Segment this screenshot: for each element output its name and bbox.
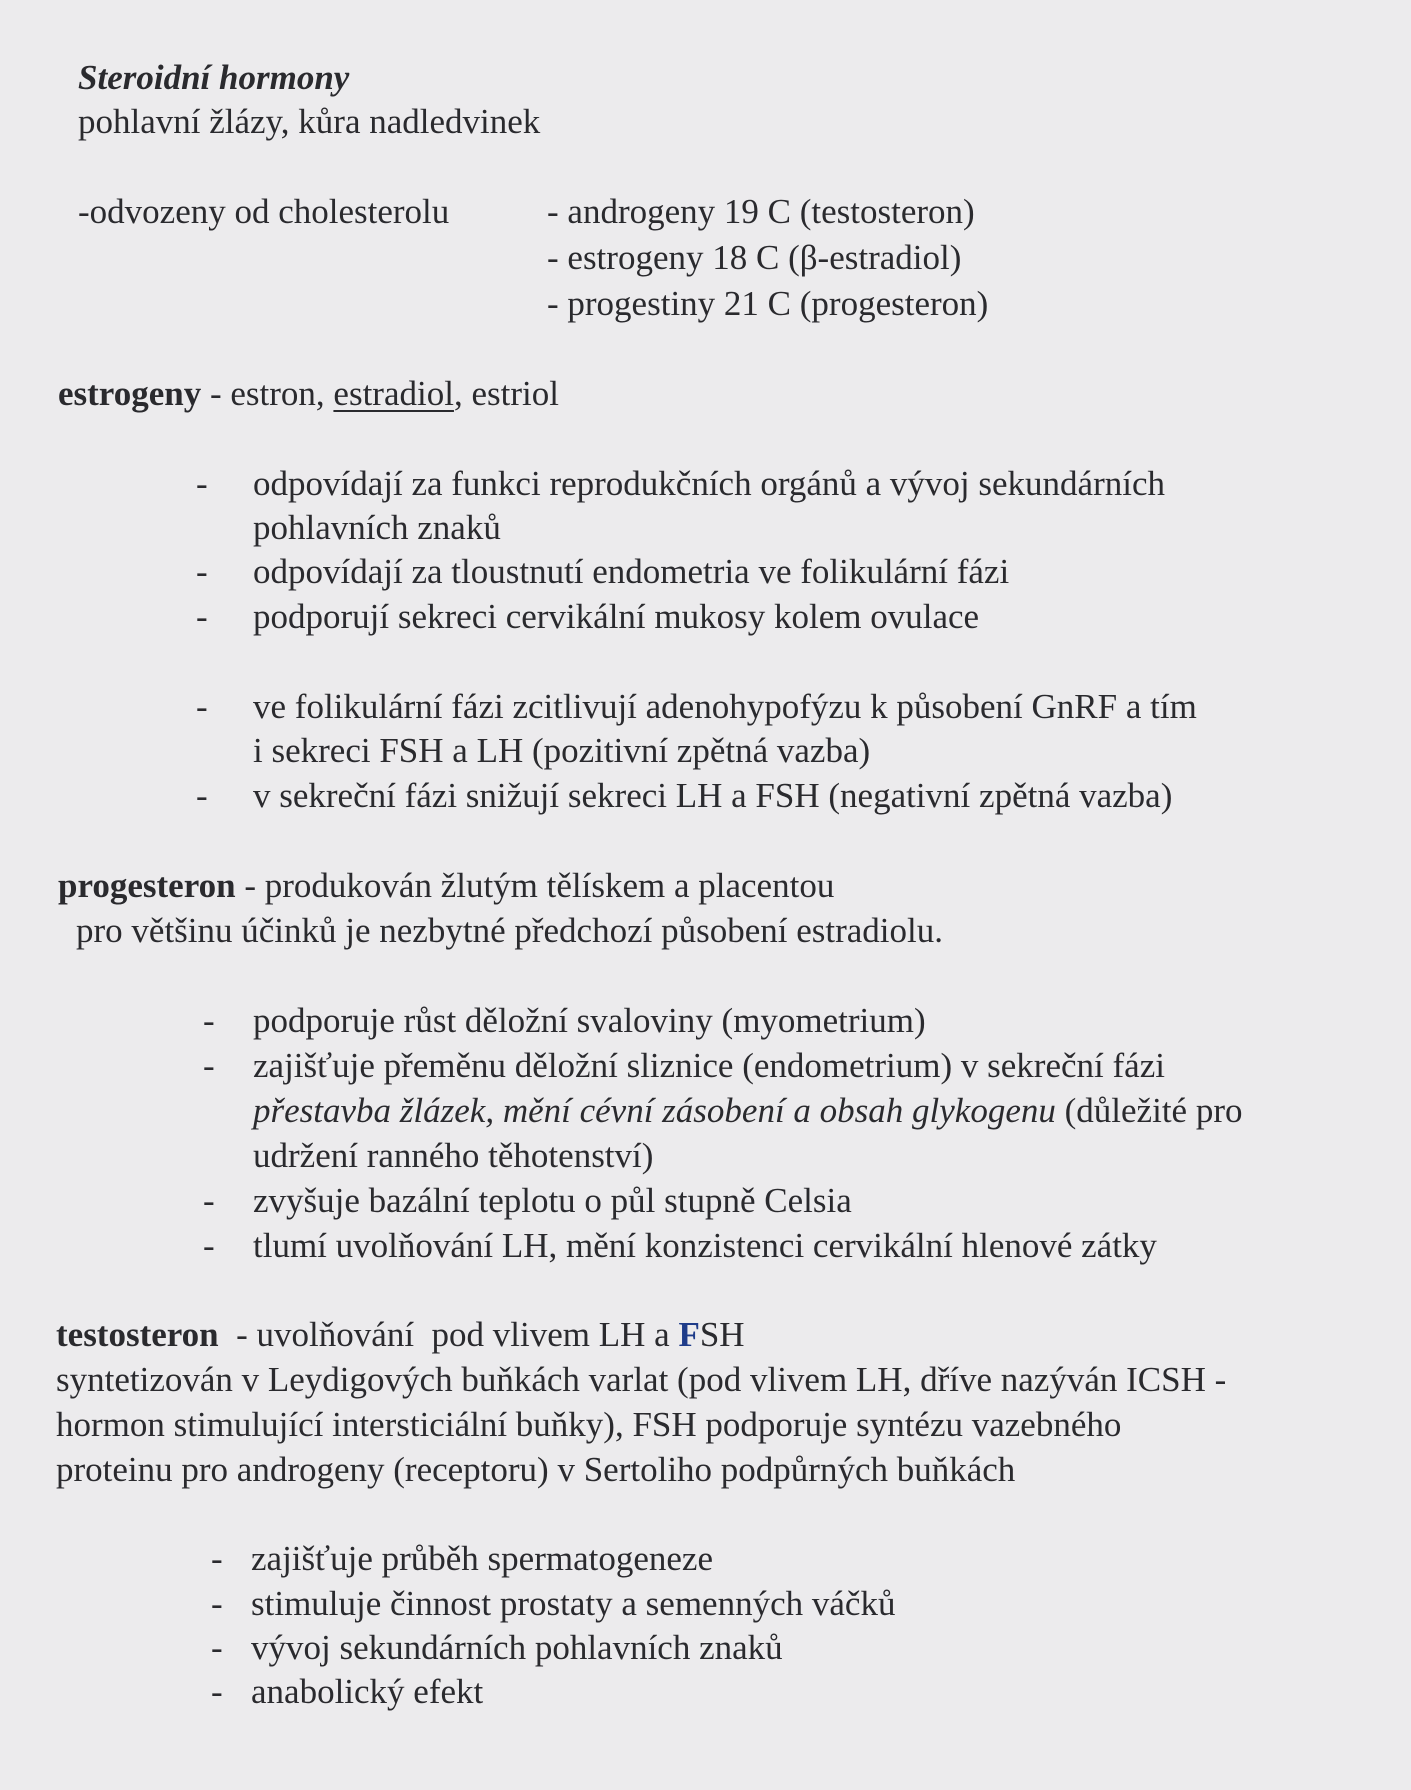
estrogeny-heading: estrogeny <box>58 374 202 413</box>
fsh-corrected-letter: F <box>678 1315 700 1354</box>
testosteron-rest-b: SH <box>699 1315 745 1354</box>
bullet-dash: - <box>196 687 208 726</box>
list-item-cont: pohlavních znaků <box>253 508 501 547</box>
bullet-dash: - <box>196 464 208 503</box>
estrogeny-rest: , estriol <box>453 374 559 413</box>
bullet-dash: - <box>211 1539 223 1578</box>
progesteron-heading-line <box>58 866 834 906</box>
list-item: zajišťuje přeměnu děložní sliznice (endometrium) v sekreční fázi <box>253 1046 1165 1085</box>
italic-phrase: přestavba žlázek, mění cévní zásobení a obsah glykogenu <box>253 1091 1056 1130</box>
bullet-dash: - <box>203 1226 215 1265</box>
list-item-cont: i sekreci FSH a LH (pozitivní zpětná vazba) <box>253 731 871 770</box>
bullet-dash: - <box>211 1672 223 1711</box>
testosteron-rest-a: - uvolňování pod vlivem LH a <box>218 1315 679 1354</box>
derivation-label: -odvozeny od cholesterolu <box>78 192 450 231</box>
progesteron-heading: progesteron <box>58 866 236 905</box>
list-item: stimuluje činnost prostaty a semenných váčků <box>251 1584 896 1623</box>
list-item: zajišťuje průběh spermatogeneze <box>251 1539 713 1578</box>
list-item: v sekreční fázi snižují sekreci LH a FSH (negativní zpětná vazba) <box>253 776 1173 815</box>
estrogeny-heading-line <box>58 374 559 414</box>
bullet-dash: - <box>196 552 208 591</box>
progesteron-note: pro většinu účinků je nezbytné předchozí působení estradiolu. <box>76 911 943 950</box>
testosteron-text: syntetizován v Leydigových buňkách varlat (pod vlivem LH, dříve nazýván ICSH - <box>56 1360 1227 1399</box>
estrogeny-sep: - estron, <box>201 374 334 413</box>
list-item-cont: udržení ranného těhotenství) <box>253 1136 654 1175</box>
title: Steroidní hormony <box>78 58 350 97</box>
list-item: odpovídají za tloustnutí endometria ve folikulární fázi <box>253 552 1010 591</box>
testosteron-heading-line <box>56 1315 745 1355</box>
derivation-item: - androgeny 19 C (testosteron) <box>547 192 975 231</box>
testosteron-text: hormon stimulující intersticiální buňky), FSH podporuje syntézu vazebného <box>56 1405 1122 1444</box>
derivation-item: - progestiny 21 C (progesteron) <box>547 284 989 323</box>
testosteron-heading: testosteron <box>56 1315 219 1354</box>
estradiol-underlined: estradiol <box>333 374 454 413</box>
list-item: podporují sekreci cervikální mukosy kolem ovulace <box>253 597 980 636</box>
list-item: vývoj sekundárních pohlavních znaků <box>251 1628 783 1667</box>
bullet2-rest: (důležité pro <box>1055 1091 1243 1130</box>
bullet-dash: - <box>196 776 208 815</box>
list-item: ve folikulární fázi zcitlivují adenohypofýzu k působení GnRF a tím <box>253 687 1197 726</box>
bullet-dash: - <box>203 1181 215 1220</box>
subtitle: pohlavní žlázy, kůra nadledvinek <box>78 102 541 141</box>
progesteron-rest: - produkován žlutým tělískem a placentou <box>235 866 835 905</box>
bullet-dash: - <box>211 1628 223 1667</box>
testosteron-text: proteinu pro androgeny (receptoru) v Sertoliho podpůrných buňkách <box>56 1450 1016 1489</box>
bullet-dash: - <box>203 1001 215 1040</box>
list-item: tlumí uvolňování LH, mění konzistenci cervikální hlenové zátky <box>253 1226 1157 1265</box>
bullet-dash: - <box>196 597 208 636</box>
list-item-cont <box>253 1091 1242 1131</box>
list-item: anabolický efekt <box>251 1672 484 1711</box>
list-item: zvyšuje bazální teplotu o půl stupně Celsia <box>253 1181 852 1220</box>
bullet-dash: - <box>211 1584 223 1623</box>
list-item: odpovídají za funkci reprodukčních orgánů a vývoj sekundárních <box>253 464 1165 503</box>
list-item: podporuje růst děložní svaloviny (myometrium) <box>253 1001 926 1040</box>
bullet-dash: - <box>203 1046 215 1085</box>
derivation-item: - estrogeny 18 C (β-estradiol) <box>547 238 962 277</box>
